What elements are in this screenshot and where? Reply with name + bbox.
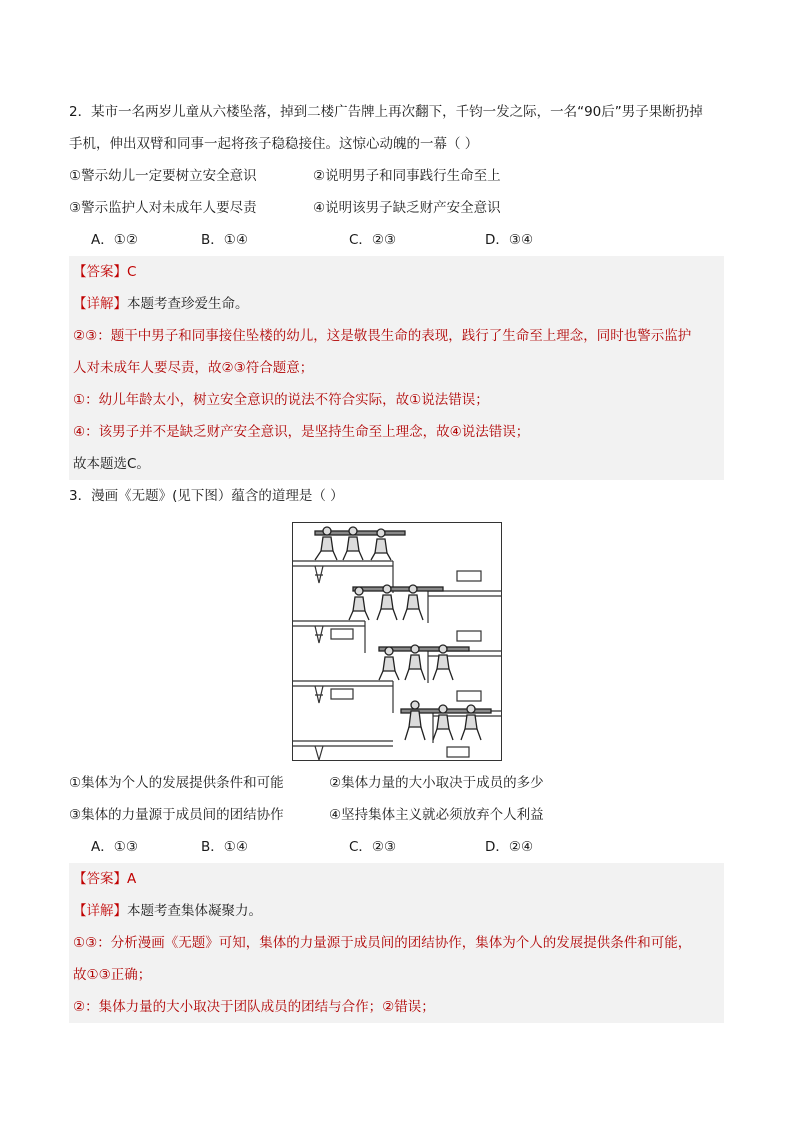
q3-options-row2 bbox=[69, 799, 724, 831]
q2-choice-d: D．③④ bbox=[485, 232, 534, 248]
q3-detail-intro-text: 本题考查集体凝聚力。 bbox=[127, 903, 262, 919]
q2-detail-2: ①：幼儿年龄太小，树立安全意识的说法不符合实际，故①说法错误； bbox=[73, 392, 489, 408]
q3-options-row1 bbox=[69, 767, 724, 799]
q3-option-2: ②集体力量的大小取决于成员的多少 bbox=[329, 775, 544, 791]
q3-choices bbox=[69, 831, 724, 863]
q2-detail-3: ④：该男子并不是缺乏财产安全意识，是坚持生命至上理念，故④说法错误； bbox=[73, 424, 530, 440]
q3-detail-label: 【详解】 bbox=[73, 903, 127, 919]
q3-choice-b: B．①④ bbox=[201, 839, 248, 855]
q3-cartoon-wrap bbox=[69, 522, 724, 761]
q3-answer-label: 【答案】 bbox=[73, 871, 127, 887]
q3-choice-c: C．②③ bbox=[349, 839, 397, 855]
q2-choice-a: A．①② bbox=[91, 232, 138, 248]
q3-answer bbox=[69, 863, 724, 895]
q3-answer-value: A bbox=[127, 871, 137, 887]
q3-option-3: ③集体的力量源于成员间的团结协作 bbox=[69, 807, 284, 823]
document-page bbox=[69, 96, 724, 1023]
q2-answer-value: C bbox=[127, 264, 137, 280]
q2-answer bbox=[69, 256, 724, 288]
q2-option-2: ②说明男子和同事践行生命至上 bbox=[313, 168, 501, 184]
q3-detail-intro bbox=[69, 895, 724, 927]
q2-stem-line2: 手机，伸出双臂和同事一起将孩子稳稳接住。这惊心动魄的一幕（ ） bbox=[69, 136, 479, 152]
q2-option-3: ③警示监护人对未成年人要尽责 bbox=[69, 200, 257, 216]
q3-choice-a: A．①③ bbox=[91, 839, 138, 855]
q3-option-4: ④坚持集体主义就必须放弃个人利益 bbox=[329, 807, 544, 823]
q3-option-1: ①集体为个人的发展提供条件和可能 bbox=[69, 775, 284, 791]
q3-choice-d: D．②④ bbox=[485, 839, 534, 855]
q2-choice-c: C．②③ bbox=[349, 232, 397, 248]
q2-answer-box bbox=[69, 256, 724, 480]
q2-answer-label: 【答案】 bbox=[73, 264, 127, 280]
q3-stem: 3．漫画《无题》(见下图）蕴含的道理是（ ） bbox=[69, 488, 344, 504]
q2-detail-1b: 人对未成年人要尽责，故②③符合题意； bbox=[73, 360, 314, 376]
q2-detail-intro bbox=[69, 288, 724, 320]
q2-stem-line1: 2．某市一名两岁儿童从六楼坠落，掉到二楼广告牌上再次翻下，千钧一发之际，一名“90后”男子果断扔掉 bbox=[69, 104, 703, 120]
cartoon-image bbox=[292, 522, 502, 761]
q3-detail-2: ②：集体力量的大小取决于团队成员的团结与合作；②错误； bbox=[73, 999, 435, 1015]
q2-option-1: ①警示幼儿一定要树立安全意识 bbox=[69, 168, 257, 184]
q3-detail-1b: 故①③正确； bbox=[73, 967, 152, 983]
q3-detail-1a: ①③：分析漫画《无题》可知，集体的力量源于成员间的团结协作，集体为个人的发展提供条件和可能， bbox=[73, 935, 692, 951]
q2-detail-label: 【详解】 bbox=[73, 296, 127, 312]
q2-detail-1a: ②③：题干中男子和同事接住坠楼的幼儿，这是敬畏生命的表现，践行了生命至上理念，同时也警示监护 bbox=[73, 328, 692, 344]
q2-choices bbox=[69, 224, 724, 256]
q2-option-4: ④说明该男子缺乏财产安全意识 bbox=[313, 200, 501, 216]
q2-detail-intro-text: 本题考查珍爱生命。 bbox=[127, 296, 249, 312]
q2-detail-end: 故本题选C。 bbox=[73, 456, 150, 472]
q2-options-row2 bbox=[69, 192, 724, 224]
q2-options-row1 bbox=[69, 160, 724, 192]
q2-choice-b: B．①④ bbox=[201, 232, 248, 248]
q3-answer-box bbox=[69, 863, 724, 1023]
